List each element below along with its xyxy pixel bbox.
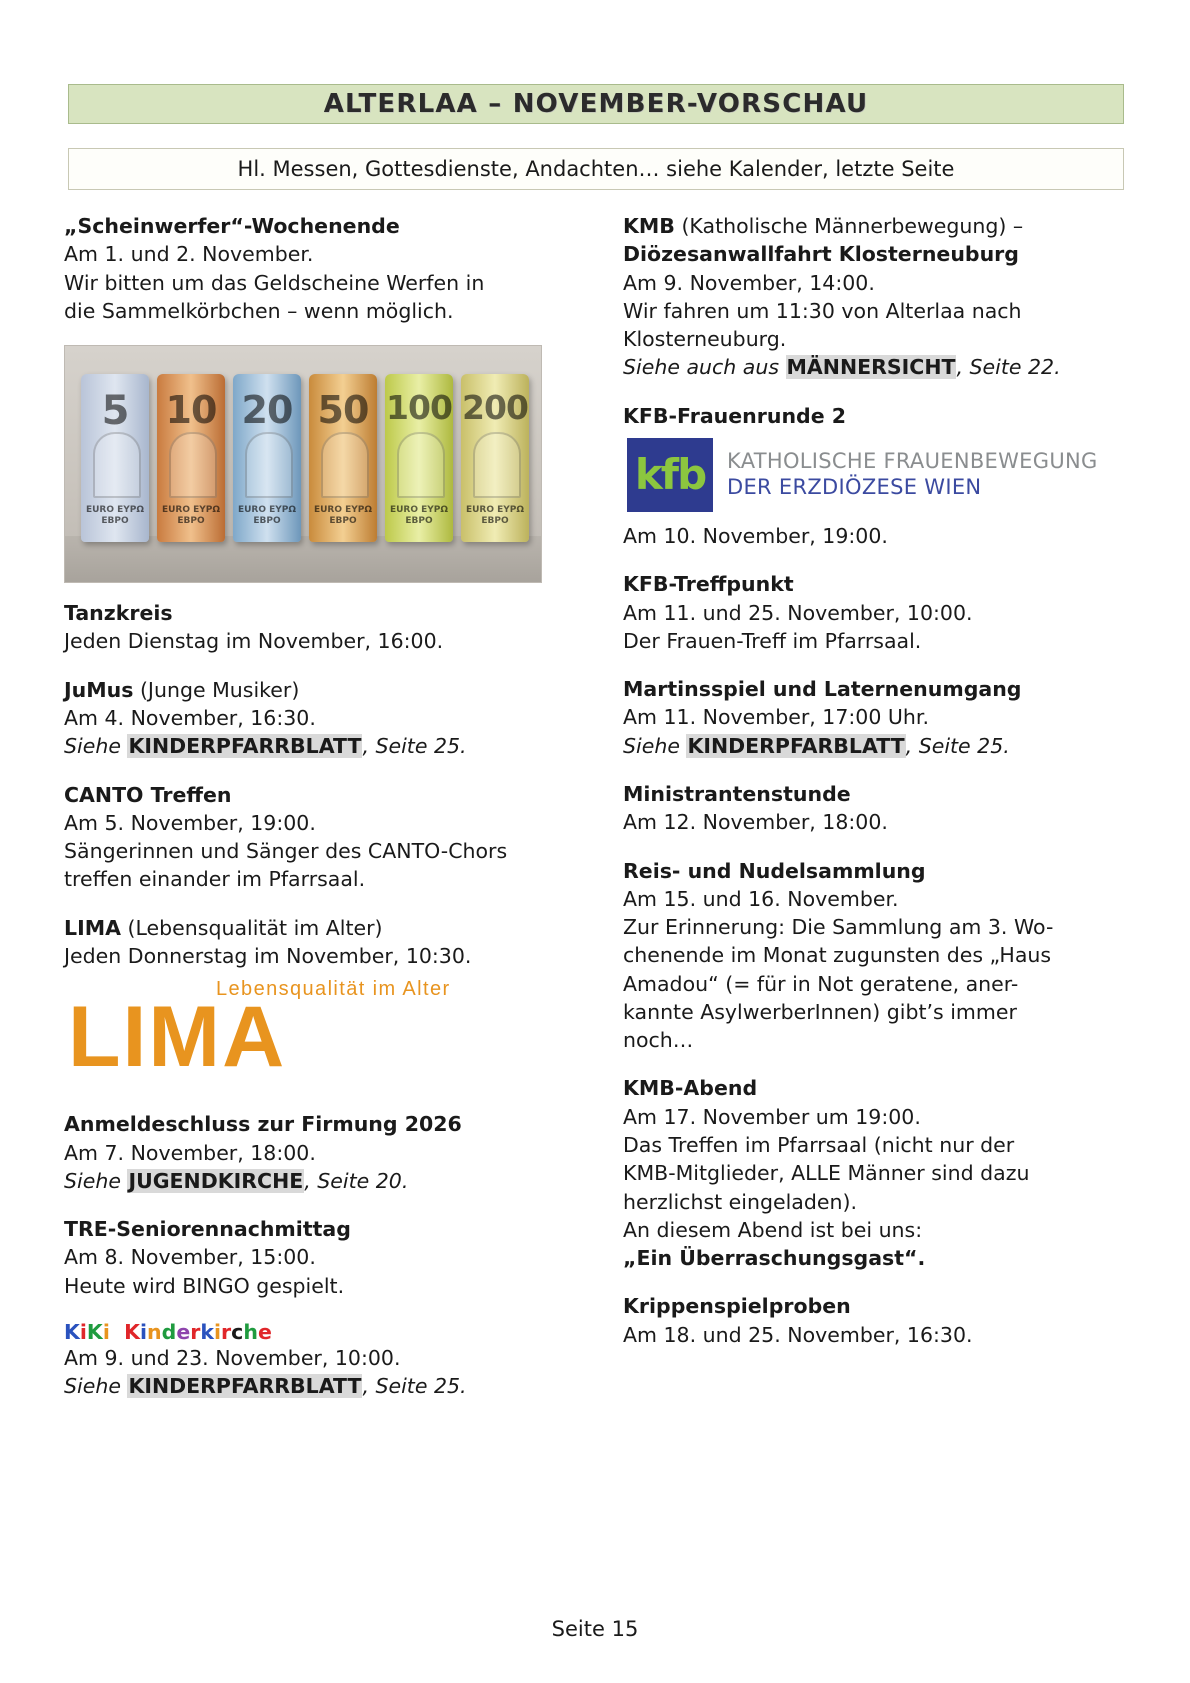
entry-reference (623, 732, 1126, 760)
entry-line: Am 8. November, 15:00. (64, 1245, 316, 1270)
banknote-100 (385, 374, 453, 542)
entry-kmb-wallfahrt (623, 212, 1126, 382)
entry-title: „Scheinwerfer“-Wochenende (64, 214, 400, 238)
entry-line: kannte AsylwerberInnen) gibt’s immer (623, 999, 1017, 1024)
entry-title: KiKi Kinderkirche (64, 1319, 272, 1344)
entry-tre-seniorennachmittag (64, 1215, 567, 1300)
entry-line: noch… (623, 1028, 694, 1053)
kfb-logo-mark: kfb (627, 438, 713, 512)
entry-line: Das Treffen im Pfarrsaal (nicht nur der (623, 1133, 1015, 1158)
reference-prefix: Siehe (64, 734, 128, 759)
entry-line: Jeden Dienstag im November, 16:00. (64, 629, 444, 654)
entry-title (623, 212, 1126, 240)
entry-line: Am 18. und 25. November, 16:30. (623, 1322, 973, 1347)
entry-ministrantenstunde (623, 780, 1126, 837)
banknote-arch (397, 432, 445, 498)
entry-line: Heute wird BINGO gespielt. (64, 1273, 345, 1298)
right-column (623, 212, 1126, 1420)
reference-suffix: , Seite 22. (956, 355, 1061, 380)
banknote-200 (461, 374, 529, 542)
entry-title-line2: Diözesanwallfahrt Klosterneuburg (623, 242, 1019, 267)
entry-title-main: JuMus (64, 677, 134, 702)
lima-logo (68, 978, 567, 1090)
reference-suffix: , Seite 25. (905, 733, 1010, 758)
reference-highlight: JUGENDKIRCHE (128, 1168, 304, 1193)
kfb-logo-text (727, 449, 1098, 500)
entry-firmung (64, 1110, 567, 1195)
entry-line: Wir fahren um 11:30 von Alterlaa nach (623, 298, 1022, 323)
subbanner-text: Hl. Messen, Gottesdienste, Andachten… siehe Kalender, letzte Seite (237, 157, 955, 181)
entry-jumus (64, 676, 567, 761)
reference-highlight: KINDERPFARBLATT (687, 733, 905, 758)
left-column (64, 212, 567, 1420)
entry-line: Klosterneuburg. (623, 327, 787, 352)
entry-line: die Sammelkörbchen – wenn möglich. (64, 298, 454, 323)
entry-tanzkreis (64, 599, 567, 656)
entry-line: Am 11. November, 17:00 Uhr. (623, 705, 929, 730)
entry-line: Am 5. November, 19:00. (64, 810, 316, 835)
entry-lima (64, 914, 567, 1091)
reference-suffix: , Seite 20. (304, 1168, 409, 1193)
entry-line: treffen einander im Pfarrsaal. (64, 867, 366, 892)
entry-title-suffix: (Junge Musiker) (133, 677, 300, 702)
page-subbanner (68, 148, 1124, 190)
entry-line: Amadou“ (= für in Not geratene, aner- (623, 971, 1019, 996)
entry-title-suffix: (Katholische Männerbewegung) – (674, 214, 1024, 238)
reference-highlight: KINDERPFARRBLATT (128, 1374, 362, 1399)
entry-bold-line: „Ein Überraschungsgast“. (623, 1246, 926, 1271)
banknote-value: 200 (462, 388, 528, 428)
kfb-logo-line2: DER ERZDIÖZESE WIEN (727, 474, 982, 499)
banknote-20 (233, 374, 301, 542)
banknote-value: 20 (241, 388, 293, 433)
entry-line: Jeden Donnerstag im November, 10:30. (64, 943, 472, 968)
entry-line: Am 12. November, 18:00. (623, 810, 888, 835)
entry-title: Anmeldeschluss zur Firmung 2026 (64, 1112, 462, 1137)
entry-line: Am 9. und 23. November, 10:00. (64, 1345, 401, 1370)
entry-title: TRE-Seniorennachmittag (64, 1217, 351, 1242)
banknote-euro-label: EURO EYPΩ ЕВРО (389, 505, 449, 526)
reference-prefix: Siehe (64, 1168, 128, 1193)
entry-line: Am 4. November, 16:30. (64, 705, 316, 730)
entry-title: Martinsspiel und Laternenumgang (623, 677, 1022, 702)
entry-kiki-kinderkirche (64, 1320, 567, 1401)
reference-prefix: Siehe auch aus (623, 355, 786, 380)
entry-reference (64, 1372, 567, 1400)
entry-title: Krippenspielproben (623, 1294, 851, 1319)
page-footer: Seite 15 (551, 1617, 639, 1641)
banknote-value: 5 (101, 388, 129, 435)
banknote-arch (321, 432, 369, 498)
entry-title: KMB-Abend (623, 1076, 758, 1101)
lima-logo-tagline: Lebensqualität im Alter (216, 978, 451, 1001)
banknote-euro-label: EURO EYPΩ ЕВРО (85, 505, 145, 526)
entry-title: CANTO Treffen (64, 782, 232, 807)
image-shelf (65, 536, 541, 582)
entry-martinsspiel (623, 675, 1126, 760)
entry-line: Am 15. und 16. November. (623, 886, 899, 911)
banknote-value: 50 (317, 388, 369, 433)
banknote-arch (169, 432, 217, 498)
banknote-50 (309, 374, 377, 542)
banner-title: ALTERLAA – NOVEMBER-VORSCHAU (323, 89, 869, 119)
page-banner (68, 84, 1124, 124)
entry-title: Tanzkreis (64, 601, 173, 626)
entry-line: Am 17. November um 19:00. (623, 1104, 921, 1129)
entry-kmb-abend (623, 1074, 1126, 1272)
reference-prefix: Siehe (64, 1374, 128, 1399)
reference-highlight: KINDERPFARRBLATT (128, 734, 362, 759)
entry-title (64, 676, 567, 704)
entry-krippenspielproben (623, 1292, 1126, 1349)
entry-line: Sängerinnen und Sänger des CANTO-Chors (64, 839, 508, 864)
reference-prefix: Siehe (623, 733, 687, 758)
entry-line: Am 1. und 2. November. (64, 242, 314, 267)
entry-line: KMB-Mitglieder, ALLE Männer sind dazu (623, 1161, 1030, 1186)
banknote-euro-label: EURO EYPΩ ЕВРО (237, 505, 297, 526)
reference-suffix: , Seite 25. (362, 1374, 467, 1399)
entry-title-suffix: (Lebensqualität im Alter) (120, 915, 383, 940)
entry-line: Der Frauen-Treff im Pfarrsaal. (623, 628, 922, 653)
content-columns (64, 212, 1126, 1420)
entry-kfb-frauenrunde (623, 402, 1126, 551)
entry-title-main: LIMA (64, 915, 121, 940)
entry-reference (623, 353, 1126, 381)
entry-line: Wir bitten um das Geldscheine Werfen in (64, 270, 485, 295)
banknote-10 (157, 374, 225, 542)
entry-title (64, 914, 567, 942)
entry-title: KFB-Frauenrunde 2 (623, 403, 847, 428)
entry-line: chenende im Monat zugunsten des „Haus (623, 943, 1052, 968)
banknote-value: 100 (386, 388, 452, 428)
entry-line: An diesem Abend ist bei uns: (623, 1217, 923, 1242)
entry-title: Reis- und Nudelsammlung (623, 858, 926, 883)
entry-line: Am 9. November, 14:00. (623, 270, 875, 295)
banknote-arch (473, 432, 521, 498)
kfb-logo (627, 438, 1126, 512)
banknote-arch (245, 432, 293, 498)
entry-reference (64, 732, 567, 760)
entry-title: KFB-Treffpunkt (623, 572, 794, 597)
euro-banknotes-image (64, 345, 542, 583)
banknote-value: 10 (165, 388, 217, 433)
entry-title-main: KMB (623, 214, 675, 238)
entry-reis-und-nudelsammlung (623, 857, 1126, 1055)
entry-line: Zur Erinnerung: Die Sammlung am 3. Wo- (623, 915, 1054, 940)
banknote-5 (81, 374, 149, 542)
entry-reference (64, 1167, 567, 1195)
entry-line: Am 10. November, 19:00. (623, 523, 888, 548)
kfb-logo-line1: KATHOLISCHE FRAUENBEWEGUNG (727, 449, 1098, 474)
reference-suffix: , Seite 25. (362, 734, 467, 759)
banknote-euro-label: EURO EYPΩ ЕВРО (313, 505, 373, 526)
entry-canto (64, 781, 567, 894)
entry-kfb-treffpunkt (623, 570, 1126, 655)
entry-line: Am 7. November, 18:00. (64, 1140, 316, 1165)
banknote-arch (93, 432, 141, 498)
banknote-euro-label: EURO EYPΩ ЕВРО (465, 505, 525, 526)
entry-title: Ministrantenstunde (623, 781, 851, 806)
entry-scheinwerfer (64, 212, 567, 325)
entry-line: Am 11. und 25. November, 10:00. (623, 600, 973, 625)
reference-highlight: MÄNNERSICHT (786, 355, 956, 380)
banknote-euro-label: EURO EYPΩ ЕВРО (161, 505, 221, 526)
lima-logo-wordmark: LIMA (68, 989, 287, 1086)
entry-line: herzlichst eingeladen). (623, 1189, 857, 1214)
